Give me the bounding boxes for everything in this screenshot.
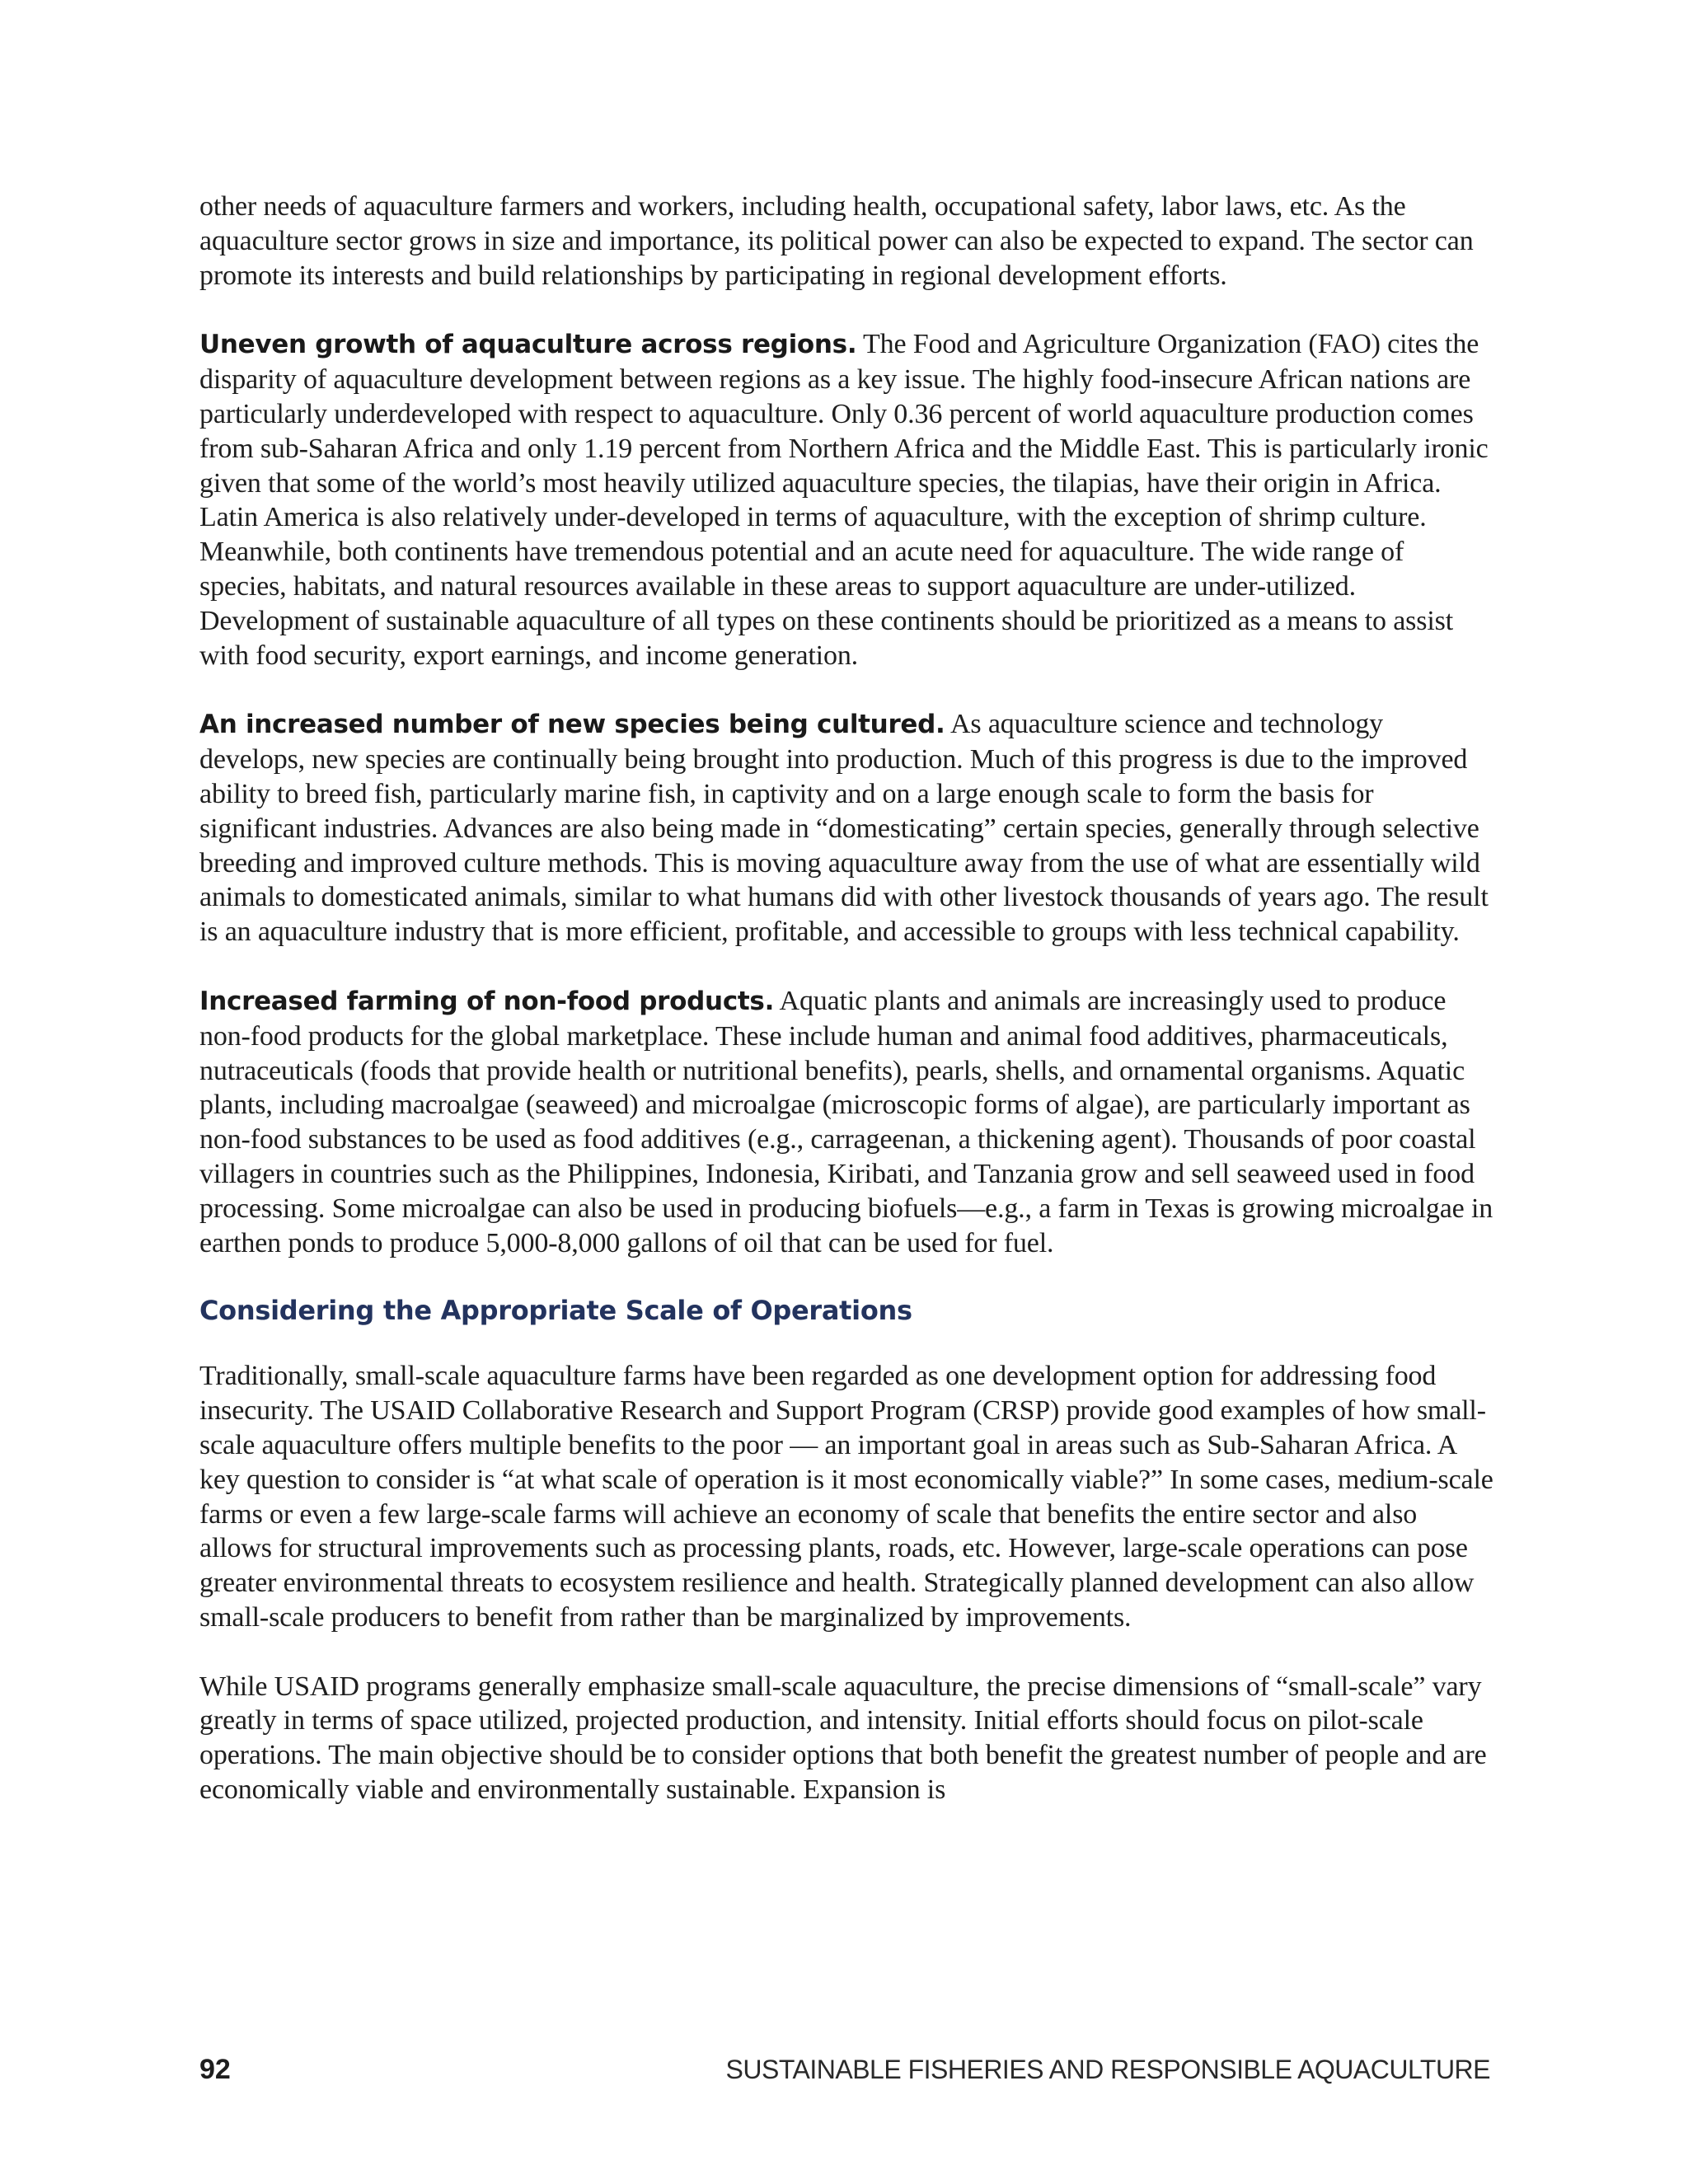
page-number: 92: [199, 2054, 231, 2085]
paragraph-new-species: [199, 707, 1493, 949]
paragraph-scale-traditional: Traditionally, small-scale aquaculture farms have been regarded as one development option for addressing food insecurity. The USAID Collaborative Research and Support Program (CRSP) provide good examples of how small-scale aquaculture offers multiple benefits to the poor — an important goal in areas such as Sub-Saharan Africa. A key question to consider is “at what scale of operation is it most economically viable?” In some cases, medium-scale farms or even a few large-scale farms will achieve an economy of scale that benefits the entire sector and also allows for structural improvements such as processing plants, roads, etc. However, large-scale operations can pose greater environmental threats to ecosystem resilience and health. Strategically planned development can also allow small-scale producers to benefit from rather than be marginalized by improvements.: [199, 1361, 1493, 1633]
paragraph-non-food-products: [199, 984, 1493, 1260]
running-title: SUSTAINABLE FISHERIES AND RESPONSIBLE AQUACULTURE: [725, 2055, 1490, 2084]
paragraph-scale-usaid: While USAID programs generally emphasize small-scale aquaculture, the precise dimensions of “small-scale” vary greatly in terms of space utilized, projected production, and intensity. Initial efforts should focus on pilot-scale operations. The main objective should be to consider options that both benefit the greatest number of people and are economically viable and environmentally sustainable. Expansion is: [199, 1671, 1487, 1806]
page-footer: [199, 2054, 1490, 2086]
paragraph-text: As aquaculture science and technology develops, new species are continually being brought into production. Much of this progress is due to the improved ability to breed fish, particularly marine fish, in captivity and on a large enough scale to form the basis for significant industries. Advances are also being made in “domesticating” certain species, generally through selective breeding and improved culture methods. This is moving aquaculture away from the use of what are essentially wild animals to domesticated animals, similar to what humans did with other livestock thousands of years ago. The result is an aquaculture industry that is more efficient, profitable, and accessible to groups with less technical capability.: [199, 709, 1489, 948]
section-heading: Considering the Appropriate Scale of Operations: [199, 1295, 912, 1327]
paragraph-lead-heading: An increased number of new species being cultured.: [199, 710, 945, 740]
paragraph-lead-heading: Increased farming of non-food products.: [199, 986, 775, 1016]
page-body: [199, 190, 1493, 1842]
paragraph-uneven-growth: [199, 327, 1493, 673]
paragraph-lead-heading: Uneven growth of aquaculture across regions.: [199, 330, 857, 360]
paragraph-text: The Food and Agriculture Organization (FAO) cites the disparity of aquaculture development between regions as a key issue. The highly food-insecure African nations are particularly underdeveloped with respect to aquaculture. Only 0.36 percent of world aquaculture production comes from sub-Saharan Africa and only 1.19 percent from Northern Africa and the Middle East. This is particularly ironic given that some of the world’s most heavily utilized aquaculture species, the tilapias, have their origin in Africa. Latin America is also relatively under-developed in terms of aquaculture, with the exception of shrimp culture. Meanwhile, both continents have tremendous potential and an acute need for aquaculture. The wide range of species, habitats, and natural resources available in these areas to support aquaculture are under-utilized. Development of sustainable aquaculture of all types on these continents should be prioritized as a means to assist with food security, export earnings, and income generation.: [199, 329, 1489, 671]
paragraph-text: Aquatic plants and animals are increasingly used to produce non-food products for the global marketplace. These include human and animal food additives, pharmaceuticals, nutraceuticals (foods that provide health or nutritional benefits), pearls, shells, and ornamental organisms. Aquatic plants, including macroalgae (seaweed) and microalgae (microscopic forms of algae), are particularly important as non-food substances to be used as food additives (e.g., carrageenan, a thickening agent). Thousands of poor coastal villagers in countries such as the Philippines, Indonesia, Kiribati, and Tanzania grow and sell seaweed used in food processing. Some microalgae can also be used in producing biofuels—e.g., a farm in Texas is growing microalgae in earthen ponds to produce 5,000-8,000 gallons of oil that can be used for fuel.: [199, 985, 1493, 1258]
paragraph-continuation: other needs of aquaculture farmers and workers, including health, occupational safety, labor laws, etc. As the aquaculture sector grows in size and importance, its political power can also be expected to expand. The sector can promote its interests and build relationships by participating in regional development efforts.: [199, 191, 1474, 291]
